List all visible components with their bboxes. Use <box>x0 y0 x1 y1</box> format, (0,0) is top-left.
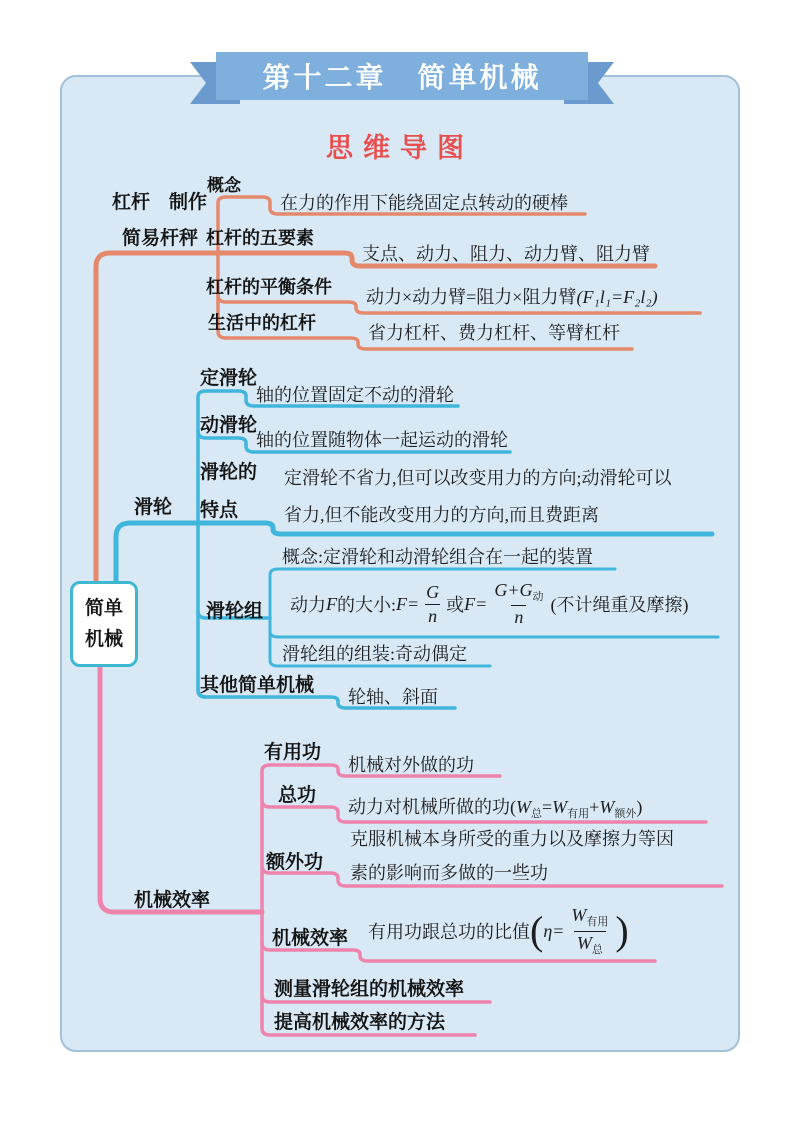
root-line2: 机械 <box>84 629 123 650</box>
pulley-fixed-label: 定滑轮 <box>200 368 258 389</box>
efficiency-useful-def: 机械对外做的功 <box>348 755 474 775</box>
efficiency-extra-def-line1: 克服机械本身所受的重力以及摩擦力等因 <box>350 829 674 849</box>
pulley-block-assembly-def: 滑轮组的组装:奇动偶定 <box>282 644 467 664</box>
efficiency-ratio-def: 有用功跟总功的比值 ( η= $\frac{W_{有用}}{W_总}$ ) <box>368 904 629 956</box>
lever-balance-def <box>366 283 658 309</box>
pulley-features-def-line2: 省力,但不能改变用力的方向,而且费距离 <box>284 505 599 525</box>
lever-life-label: 生活中的杠杆 <box>208 313 316 333</box>
ratio-num-sub: 有用 <box>586 915 609 928</box>
lever-balance-text: 动力×动力臂=阻力×阻力臂 <box>366 287 577 307</box>
force-note: (不计绳重及摩擦) <box>550 595 689 615</box>
lever-branch-label-line1: 杠杆 制作 <box>112 192 208 213</box>
total-sub2: 有用 <box>567 808 590 820</box>
force-frac2-den: n <box>511 605 526 627</box>
chapter-title: 第十二章 简单机械 <box>262 62 542 93</box>
lever-balance-formula: (F₁l₁=F₂l₂) <box>576 287 658 307</box>
efficiency-useful-label: 有用功 <box>264 742 322 763</box>
pulley-features-label-line2: 特点 <box>200 500 239 521</box>
ratio-den <box>574 931 606 957</box>
force-pre2: 的大小: <box>337 595 397 615</box>
force-fraction2 <box>491 581 546 627</box>
pulley-features-def-line1: 定滑轮不省力,但可以改变用力的方向;动滑轮可以 <box>284 468 672 488</box>
efficiency-total-label: 总功 <box>278 785 317 806</box>
total-sub3: 额外 <box>614 808 637 820</box>
ratio-eta: η= <box>543 920 565 941</box>
force-fraction1 <box>423 583 442 626</box>
total-eq: = <box>542 797 553 817</box>
lever-concept-def: 在力的作用下能绕固定点转动的硬棒 <box>280 193 568 213</box>
force-or: 或 <box>446 595 465 615</box>
pulley-others-def: 轮轴、斜面 <box>348 687 438 707</box>
efficiency-improve-label: 提高机械效率的方法 <box>274 1012 446 1033</box>
ratio-fraction <box>568 906 611 956</box>
efficiency-ratio-label: 机械效率 <box>272 928 349 949</box>
lever-concept-label: 概念 <box>207 176 241 195</box>
ratio-num <box>568 906 611 931</box>
ratio-den-sub: 总 <box>591 943 603 956</box>
force-frac2-num-sub: 动 <box>532 590 544 603</box>
pulley-features-label-line1: 滑轮的 <box>200 462 258 483</box>
efficiency-branch-label: 机械效率 <box>134 890 211 911</box>
force-frac1-num: G <box>426 581 440 602</box>
total-w1: W <box>516 797 531 817</box>
pulley-movable-label: 动滑轮 <box>200 415 258 436</box>
lever-branch-label-line2: 简易杆秤 <box>122 228 199 249</box>
force-eq1: F= <box>396 593 420 614</box>
efficiency-extra-def-line2: 素的影响而多做的一些功 <box>350 863 548 883</box>
total-close: ) <box>636 797 643 817</box>
pulley-fixed-def: 轴的位置固定不动的滑轮 <box>256 385 454 405</box>
efficiency-total-def <box>348 793 642 821</box>
total-w2: W <box>552 797 568 817</box>
lever-five-elements-def: 支点、动力、阻力、动力臂、阻力臂 <box>362 244 650 264</box>
total-pre: 动力对机械所做的功( <box>348 797 516 817</box>
force-eq2: F= <box>464 593 488 614</box>
force-F: F <box>326 593 337 614</box>
ratio-den-w: W <box>576 932 592 953</box>
pulley-block-force-formula <box>290 576 688 632</box>
chapter-banner <box>190 52 614 106</box>
force-frac2-num <box>491 581 546 606</box>
root-node <box>70 581 138 667</box>
force-frac1-den: n <box>425 604 440 626</box>
root-line1: 简单 <box>84 598 123 619</box>
banner-band <box>216 52 588 100</box>
ratio-pre: 有用功跟总功的比值 <box>368 922 530 942</box>
pulley-others-label: 其他简单机械 <box>200 675 315 696</box>
lever-five-elements-label: 杠杆的五要素 <box>206 228 314 248</box>
pulley-block-concept-def: 概念:定滑轮和动滑轮组合在一起的装置 <box>282 547 593 567</box>
efficiency-measure-label: 测量滑轮组的机械效率 <box>274 979 465 1000</box>
ratio-num-w: W <box>571 904 587 925</box>
total-sub1: 总 <box>531 808 542 820</box>
pulley-movable-def: 轴的位置随物体一起运动的滑轮 <box>256 430 508 450</box>
pulley-branch-label: 滑轮 <box>134 497 173 518</box>
total-w3: W <box>599 797 615 817</box>
lever-balance-label: 杠杆的平衡条件 <box>206 277 332 297</box>
efficiency-extra-label: 额外功 <box>266 852 324 873</box>
force-pre1: 动力 <box>290 595 326 615</box>
pulley-block-label: 滑轮组 <box>206 601 264 622</box>
page-title: 思维导图 <box>326 133 474 163</box>
force-frac2-num-main: G+G <box>494 579 533 600</box>
total-plus: + <box>589 797 600 817</box>
lever-life-def: 省力杠杆、费力杠杆、等臂杠杆 <box>368 323 620 343</box>
